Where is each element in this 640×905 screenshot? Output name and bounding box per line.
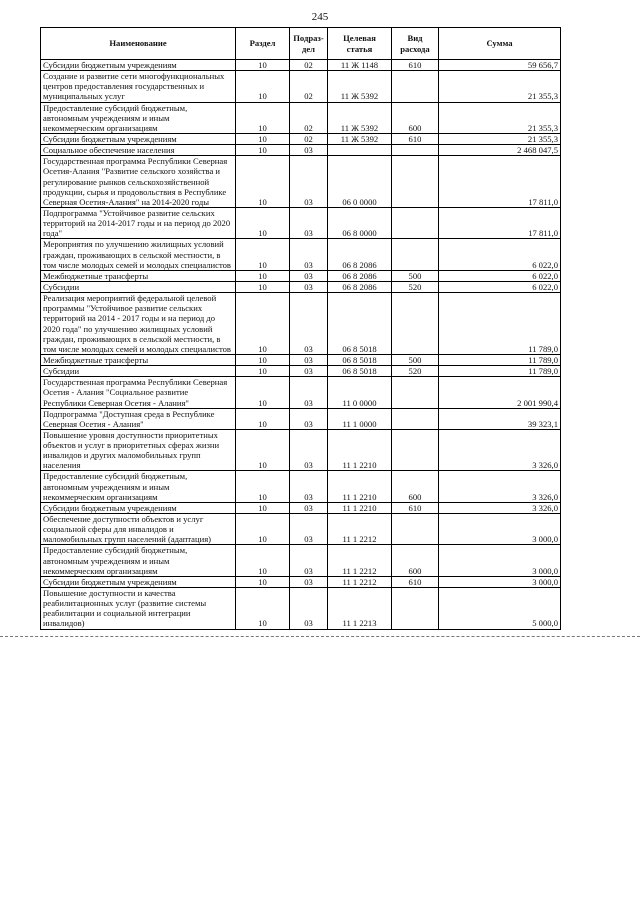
cell-podrazdel: 03 <box>290 471 328 502</box>
cell-summa: 3 326,0 <box>439 471 561 502</box>
cell-razdel: 10 <box>236 377 290 408</box>
table-row <box>41 502 561 513</box>
cell-vid: 600 <box>392 102 439 133</box>
cell-statya: 06 8 5018 <box>328 366 392 377</box>
cell-name: Подпрограмма "Устойчивое развитие сельских территорий на 2014-2017 годы и на период до 2020 года" <box>41 207 236 238</box>
cell-vid <box>392 588 439 630</box>
cell-summa: 5 000,0 <box>439 588 561 630</box>
cell-razdel: 10 <box>236 60 290 71</box>
cell-podrazdel: 03 <box>290 293 328 355</box>
table-body <box>41 60 561 630</box>
cell-name: Реализация мероприятий федеральной целевой программы "Устойчивое развитие сельских территорий на 2014 - 2017 годы и на период до 2020 года" по улучшению жилищных условий граждан, проживающих в сельской местности, в том числе молодых семей и молодых специалистов <box>41 293 236 355</box>
cell-vid: 520 <box>392 281 439 292</box>
cell-vid <box>392 514 439 545</box>
cell-podrazdel: 03 <box>290 377 328 408</box>
cell-podrazdel: 03 <box>290 156 328 208</box>
cell-razdel: 10 <box>236 156 290 208</box>
cell-statya: 11 1 0000 <box>328 408 392 429</box>
cell-razdel: 10 <box>236 145 290 156</box>
cell-razdel: 10 <box>236 71 290 102</box>
cell-razdel: 10 <box>236 429 290 471</box>
cell-name: Повышение уровня доступности приоритетных объектов и услуг в приоритетных сферах жизни инвалидов и других маломобильных групп населения <box>41 429 236 471</box>
cell-summa: 39 323,1 <box>439 408 561 429</box>
cell-statya: 11 Ж 5392 <box>328 133 392 144</box>
cell-podrazdel: 03 <box>290 408 328 429</box>
cell-statya: 06 8 5018 <box>328 293 392 355</box>
table-row <box>41 588 561 630</box>
cell-podrazdel: 03 <box>290 354 328 365</box>
table-row <box>41 281 561 292</box>
cell-summa: 11 789,0 <box>439 354 561 365</box>
cell-name: Мероприятия по улучшению жилищных условий граждан, проживающих в сельской местности, в том числе молодых семей и молодых специалистов <box>41 239 236 270</box>
table-row <box>41 293 561 355</box>
cell-podrazdel: 03 <box>290 588 328 630</box>
cell-podrazdel: 02 <box>290 71 328 102</box>
cell-statya: 11 Ж 5392 <box>328 71 392 102</box>
cell-razdel: 10 <box>236 270 290 281</box>
cell-vid: 610 <box>392 133 439 144</box>
cell-statya: 11 1 2212 <box>328 576 392 587</box>
cell-summa: 21 355,3 <box>439 102 561 133</box>
cell-summa: 3 000,0 <box>439 514 561 545</box>
cell-statya: 06 0 0000 <box>328 156 392 208</box>
cell-name: Субсидии бюджетным учреждениям <box>41 133 236 144</box>
header-razdel: Раздел <box>236 28 290 60</box>
cell-summa: 2 001 990,4 <box>439 377 561 408</box>
table-row <box>41 207 561 238</box>
cell-summa: 6 022,0 <box>439 239 561 270</box>
cell-vid: 610 <box>392 576 439 587</box>
cell-vid <box>392 71 439 102</box>
cell-summa: 3 326,0 <box>439 429 561 471</box>
table-row <box>41 71 561 102</box>
cell-vid <box>392 377 439 408</box>
cell-vid: 600 <box>392 545 439 576</box>
cell-vid: 610 <box>392 502 439 513</box>
cell-razdel: 10 <box>236 354 290 365</box>
cell-statya <box>328 145 392 156</box>
cell-name: Повышение доступности и качества реабилитационных услуг (развитие системы реабилитации и социальной интеграции инвалидов) <box>41 588 236 630</box>
table-row <box>41 576 561 587</box>
cell-razdel: 10 <box>236 588 290 630</box>
cell-statya: 06 8 2086 <box>328 281 392 292</box>
cell-podrazdel: 02 <box>290 102 328 133</box>
cell-name: Предоставление субсидий бюджетным, автономным учреждениям и иным некоммерческим организациям <box>41 471 236 502</box>
table-row <box>41 471 561 502</box>
cell-podrazdel: 02 <box>290 133 328 144</box>
cell-summa: 6 022,0 <box>439 281 561 292</box>
cell-razdel: 10 <box>236 545 290 576</box>
cell-razdel: 10 <box>236 471 290 502</box>
cell-statya: 11 Ж 5392 <box>328 102 392 133</box>
cell-podrazdel: 03 <box>290 502 328 513</box>
cell-vid <box>392 293 439 355</box>
cell-vid: 520 <box>392 366 439 377</box>
cell-vid: 500 <box>392 354 439 365</box>
cell-vid <box>392 207 439 238</box>
cell-vid: 600 <box>392 471 439 502</box>
cell-vid <box>392 239 439 270</box>
cell-podrazdel: 02 <box>290 60 328 71</box>
cell-podrazdel: 03 <box>290 239 328 270</box>
cell-razdel: 10 <box>236 408 290 429</box>
cell-name: Предоставление субсидий бюджетным, автономным учреждениям и иным некоммерческим организациям <box>41 545 236 576</box>
cell-razdel: 10 <box>236 366 290 377</box>
cell-summa: 59 656,7 <box>439 60 561 71</box>
cell-summa: 17 811,0 <box>439 207 561 238</box>
cell-podrazdel: 03 <box>290 545 328 576</box>
cell-name: Социальное обеспечение населения <box>41 145 236 156</box>
header-statya: Целевая статья <box>328 28 392 60</box>
cell-statya: 11 0 0000 <box>328 377 392 408</box>
table-row <box>41 133 561 144</box>
cell-vid: 500 <box>392 270 439 281</box>
cell-podrazdel: 03 <box>290 270 328 281</box>
cell-vid <box>392 145 439 156</box>
page-number: 245 <box>311 11 329 23</box>
table-row <box>41 429 561 471</box>
table-row <box>41 408 561 429</box>
cell-razdel: 10 <box>236 514 290 545</box>
cell-statya: 11 1 2210 <box>328 502 392 513</box>
cell-summa: 3 000,0 <box>439 576 561 587</box>
cell-razdel: 10 <box>236 239 290 270</box>
cell-statya: 11 1 2212 <box>328 514 392 545</box>
cell-summa: 3 000,0 <box>439 545 561 576</box>
cell-vid <box>392 408 439 429</box>
cell-podrazdel: 03 <box>290 576 328 587</box>
cell-name: Субсидии бюджетным учреждениям <box>41 502 236 513</box>
table-row <box>41 354 561 365</box>
table-row <box>41 145 561 156</box>
cell-name: Обеспечение доступности объектов и услуг социальной сферы для инвалидов и маломобильных групп населений (адаптация) <box>41 514 236 545</box>
header-vid: Вид расхода <box>392 28 439 60</box>
cell-name: Предоставление субсидий бюджетным, автономным учреждениям и иным некоммерческим организациям <box>41 102 236 133</box>
cell-summa: 21 355,3 <box>439 133 561 144</box>
cell-name: Субсидии бюджетным учреждениям <box>41 60 236 71</box>
cell-vid <box>392 156 439 208</box>
cell-summa: 2 468 047,5 <box>439 145 561 156</box>
table-header <box>41 28 561 60</box>
cell-name: Подпрограмма "Доступная среда в Республике Северная Осетия - Алания" <box>41 408 236 429</box>
cell-razdel: 10 <box>236 207 290 238</box>
cell-podrazdel: 03 <box>290 366 328 377</box>
cell-razdel: 10 <box>236 133 290 144</box>
header-name: Наименование <box>41 28 236 60</box>
cell-statya: 06 8 0000 <box>328 207 392 238</box>
cell-statya: 11 1 2212 <box>328 545 392 576</box>
cell-name: Государственная программа Республики Северная Осетия-Алания "Развитие сельского хозяйства и регулирование рынков сельскохозяйственной продукции, сырья и продовольствия в Республике Северная Осетия-Алания" на 2014-2020 годы <box>41 156 236 208</box>
table-row <box>41 60 561 71</box>
cell-razdel: 10 <box>236 502 290 513</box>
scan-artifact-line <box>0 636 640 637</box>
cell-razdel: 10 <box>236 281 290 292</box>
header-summa: Сумма <box>439 28 561 60</box>
cell-podrazdel: 03 <box>290 145 328 156</box>
cell-summa: 6 022,0 <box>439 270 561 281</box>
cell-summa: 11 789,0 <box>439 366 561 377</box>
cell-statya: 06 8 2086 <box>328 239 392 270</box>
table-row <box>41 102 561 133</box>
cell-podrazdel: 03 <box>290 429 328 471</box>
table-row <box>41 366 561 377</box>
cell-razdel: 10 <box>236 293 290 355</box>
cell-razdel: 10 <box>236 576 290 587</box>
table-row <box>41 156 561 208</box>
cell-statya: 11 Ж 1148 <box>328 60 392 71</box>
cell-summa: 17 811,0 <box>439 156 561 208</box>
cell-name: Межбюджетные трансферты <box>41 354 236 365</box>
header-podrazdel: Подраз- дел <box>290 28 328 60</box>
cell-podrazdel: 03 <box>290 281 328 292</box>
cell-name: Субсидии <box>41 281 236 292</box>
table-row <box>41 239 561 270</box>
cell-razdel: 10 <box>236 102 290 133</box>
table-row <box>41 514 561 545</box>
table-row <box>41 377 561 408</box>
cell-statya: 06 8 5018 <box>328 354 392 365</box>
cell-name: Создание и развитие сети многофункциональных центров предоставления государственных и муниципальных услуг <box>41 71 236 102</box>
cell-statya: 11 1 2210 <box>328 429 392 471</box>
cell-name: Государственная программа Республики Северная Осетия - Алания "Социальное развитие Республики Северная Осетия - Алания" <box>41 377 236 408</box>
table-row <box>41 270 561 281</box>
cell-name: Субсидии <box>41 366 236 377</box>
table-row <box>41 545 561 576</box>
cell-podrazdel: 03 <box>290 207 328 238</box>
cell-statya: 06 8 2086 <box>328 270 392 281</box>
cell-vid <box>392 429 439 471</box>
cell-summa: 21 355,3 <box>439 71 561 102</box>
budget-table <box>40 27 561 630</box>
cell-summa: 11 789,0 <box>439 293 561 355</box>
cell-statya: 11 1 2213 <box>328 588 392 630</box>
cell-vid: 610 <box>392 60 439 71</box>
cell-name: Межбюджетные трансферты <box>41 270 236 281</box>
cell-podrazdel: 03 <box>290 514 328 545</box>
cell-statya: 11 1 2210 <box>328 471 392 502</box>
cell-summa: 3 326,0 <box>439 502 561 513</box>
cell-name: Субсидии бюджетным учреждениям <box>41 576 236 587</box>
